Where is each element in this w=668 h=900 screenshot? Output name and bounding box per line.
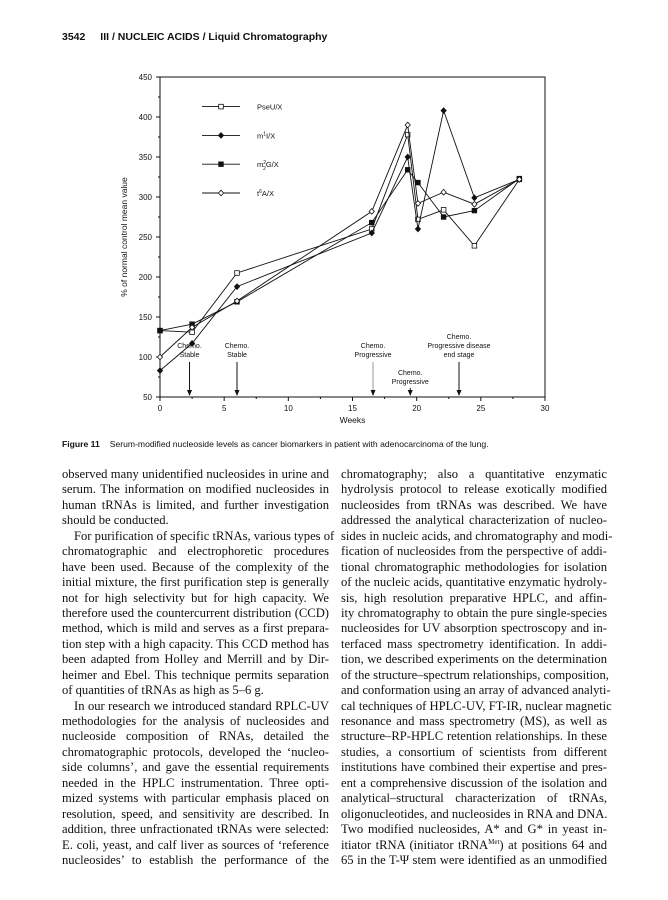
text-line	[62, 498, 329, 513]
y-axis-label: % of normal control mean value	[119, 177, 129, 297]
legend-label-part: 2	[263, 166, 266, 173]
text-line	[62, 621, 329, 636]
text-line	[62, 606, 329, 621]
text-run: oligonucleotides, and nucleosides in RNA and DNA.	[341, 806, 608, 821]
text-run: needed in the HPLC instrumentation. Three opti-	[62, 775, 329, 790]
data-point	[472, 195, 477, 201]
text-run: resonance and mass spectrometry (MS), as well as	[341, 714, 607, 728]
y-tick-label: 450	[138, 73, 152, 82]
text-line	[341, 729, 607, 744]
y-tick-label: 400	[138, 113, 152, 122]
text-line	[62, 699, 329, 714]
text-line	[341, 853, 607, 868]
text-line	[62, 482, 329, 497]
legend-label	[257, 189, 274, 198]
y-tick-label: 100	[138, 353, 152, 362]
text-run: institutions have combined their expertise and pres-	[341, 760, 607, 775]
text-line	[62, 714, 329, 729]
text-line	[341, 544, 607, 559]
y-tick-label: 200	[138, 273, 152, 282]
legend-marker	[219, 104, 224, 109]
x-tick-label: 0	[157, 404, 163, 413]
text-run: chromatography; also a quantitative enzymatic	[341, 467, 607, 481]
legend-label-part: PseU/X	[257, 102, 283, 112]
arrow-down-icon	[187, 390, 192, 396]
text-line	[62, 745, 329, 760]
annotation-label: Stable	[179, 352, 200, 359]
text-line	[341, 698, 612, 714]
legend-label-part: 2	[263, 160, 267, 167]
text-line	[62, 637, 329, 652]
text-run: human tRNAs is limited, and further investigation	[62, 497, 329, 512]
data-point	[441, 108, 446, 114]
annotation-label: Chemo.	[446, 334, 472, 341]
y-tick-label: 150	[138, 313, 152, 322]
data-point	[369, 220, 374, 225]
data-point	[472, 208, 477, 213]
annotation-label: Chemo.	[360, 343, 386, 350]
annotation-label: Chemo.	[397, 370, 423, 377]
figure-caption	[62, 439, 489, 449]
text-run: of quantities of tRNAs as high as 5–6 g.	[62, 683, 264, 698]
text-run: ent a comprehensive discussion of the isolation and	[341, 775, 607, 790]
text-run: fication of nucleosides from the perspective of addi-	[341, 544, 607, 559]
text-line	[62, 791, 329, 806]
data-point	[441, 189, 446, 195]
running-header	[62, 31, 327, 43]
text-run: addressed the analytical characterization of nucleo-	[341, 513, 607, 528]
text-run: tional chromatographic methodologies for isolation	[341, 559, 607, 574]
arrow-down-icon	[235, 390, 240, 396]
legend-label-part: I/X	[266, 131, 276, 141]
x-tick-label: 10	[283, 404, 293, 413]
text-line	[62, 560, 329, 575]
data-point	[405, 154, 410, 160]
legend-label-part: t	[257, 189, 260, 198]
text-run: heimer and Ebel. This technique permits separation	[62, 667, 329, 682]
text-line	[62, 822, 329, 837]
text-line	[341, 575, 607, 590]
text-line	[341, 467, 607, 482]
text-run: nucleosides for UV absorption spectroscopy and in-	[341, 621, 607, 636]
legend-label-part: G/X	[265, 160, 279, 170]
text-run: studies, a consortium of scientists from different	[341, 744, 607, 759]
text-run: itiator tRNA (initiator tRNA	[341, 837, 489, 852]
legend-label-part: m	[257, 160, 264, 170]
text-line	[341, 776, 607, 791]
text-line	[62, 528, 335, 544]
text-line	[62, 729, 329, 744]
annotation-label: Progressive	[391, 379, 429, 386]
data-point	[369, 209, 374, 215]
series-line	[160, 170, 519, 331]
legend-label-part: 1	[263, 131, 267, 138]
series-line	[160, 111, 519, 371]
text-line	[341, 606, 607, 621]
text-line	[62, 513, 329, 528]
text-line	[62, 683, 329, 698]
legend-marker	[218, 190, 223, 196]
text-run: initial mixture, the first purification step is generally	[62, 575, 329, 590]
text-line	[341, 822, 607, 837]
text-line	[341, 482, 607, 497]
text-line	[62, 838, 329, 853]
text-line	[62, 776, 329, 791]
text-line	[62, 544, 329, 559]
text-line	[341, 652, 607, 667]
text-line	[62, 575, 329, 590]
text-line	[341, 637, 607, 652]
text-run: have been used. Because of the complexity of the	[62, 559, 329, 574]
text-run: structure–RP-HPLC retention relationships. In these	[341, 729, 607, 744]
text-line	[341, 838, 607, 853]
text-run: terfaced mass spectrometry identification. In addi-	[341, 636, 607, 651]
text-run: 65 in the T-Ψ stem were identified as an unmodified	[341, 852, 607, 867]
y-tick-label: 350	[138, 153, 152, 162]
annotation-label: Stable	[227, 352, 247, 359]
text-run: and conformation using an array of advanced analyti-	[341, 683, 611, 698]
text-run: Two modified nucleosides, A* and G* in yeast in-	[341, 822, 607, 837]
text-run: of the structure–spectrum relationships, composition,	[341, 667, 609, 682]
text-line	[341, 621, 607, 636]
data-point	[235, 271, 240, 276]
text-run: methodologies for the analysis of nucleosides and	[62, 714, 329, 728]
text-run: observed many unidentified nucleosides in urine and	[62, 467, 329, 481]
legend-label-part: A/X	[261, 189, 274, 198]
annotation-label: end stage	[443, 352, 475, 359]
text-run: In our research we introduced standard RPLC-UV	[74, 698, 329, 713]
text-line	[341, 760, 607, 775]
text-line	[341, 498, 607, 513]
text-run: mized systems with particular emphasis placed on	[62, 791, 329, 806]
text-run: therefore used the countercurrent distribution (CCD)	[62, 605, 329, 620]
figure-label: Figure 11	[62, 439, 100, 449]
text-run: should be conducted.	[62, 513, 169, 528]
x-axis-label: Weeks	[339, 415, 366, 425]
legend-label	[257, 103, 282, 112]
text-run: analytical–structural characterization of tRNAs,	[341, 791, 607, 806]
data-point	[405, 168, 410, 173]
annotation-label: Chemo.	[177, 343, 202, 350]
body-column-left	[62, 467, 335, 868]
text-line	[62, 760, 329, 775]
line-chart	[100, 65, 560, 440]
data-point	[472, 244, 477, 249]
figure-caption-text: Serum-modified nucleoside levels as cancer biomarkers in patient with adenocarcinoma of the lung.	[109, 439, 489, 449]
running-title: III / NUCLEIC ACIDS / Liquid Chromatography	[100, 31, 328, 43]
text-run: cal techniques of HPLC-UV, FT-IR, nuclear magnetic	[341, 698, 612, 713]
legend-label	[257, 160, 279, 172]
text-run: nucleoside composition of RNAs, detailed the	[62, 729, 329, 744]
legend-label-part: m	[257, 131, 264, 141]
text-run: hydrolysis protocol to release exotically modified	[341, 482, 607, 497]
text-line	[341, 560, 607, 575]
superscript: Met	[488, 837, 500, 846]
text-line	[341, 745, 607, 760]
annotation-label: Progressive disease	[427, 343, 491, 350]
text-line	[341, 591, 607, 606]
body-column-right	[341, 467, 613, 868]
x-tick-label: 25	[476, 404, 486, 413]
x-tick-label: 5	[221, 404, 227, 413]
text-line	[341, 683, 611, 698]
page-number: 3542	[62, 31, 86, 43]
annotation-label: Chemo.	[224, 343, 250, 350]
text-run: tion step with a high capacity. This CCD method has	[62, 636, 329, 651]
text-run: not for high selectivity but for high capacity. We	[62, 590, 329, 605]
text-run: For purification of specific tRNAs, various types of	[74, 528, 335, 543]
annotation-label: Progressive	[354, 352, 392, 359]
text-run: serum. The information on modified nucleosides in	[62, 482, 329, 497]
text-run: resolution, speed, and sensitivity are described. In	[62, 806, 329, 821]
text-run: method, which is mild and serves as a first prepara-	[62, 621, 329, 636]
text-run: tion, we described experiments on the determination	[341, 652, 607, 667]
legend-marker	[219, 162, 224, 167]
data-point	[472, 201, 477, 207]
text-run: nucleosides from tRNAs was described. We have	[341, 497, 607, 512]
text-run: sides in nucleic acids, and chromatography and modi-	[341, 528, 613, 543]
text-line	[341, 528, 613, 544]
data-point	[405, 122, 410, 128]
data-point	[415, 226, 420, 232]
text-line	[341, 513, 607, 528]
text-line	[62, 853, 329, 868]
text-run: ity chromatography to obtain the pure single-species	[341, 605, 607, 620]
text-line	[62, 467, 329, 482]
text-run: nucleosides’ to establish the performance of the	[62, 852, 329, 867]
legend-marker	[218, 133, 223, 139]
text-run: ) at positions 64 and	[499, 837, 607, 852]
data-point	[158, 328, 163, 333]
text-line	[62, 807, 329, 822]
data-point	[441, 208, 446, 213]
x-tick-label: 15	[348, 404, 357, 413]
legend-label-part: 6	[259, 189, 262, 195]
text-run: chromatographic and electrophoretic procedures	[62, 544, 329, 559]
text-run: addition, three unfractionated tRNAs were selected:	[62, 822, 329, 837]
text-line	[62, 668, 329, 683]
y-tick-label: 250	[138, 233, 152, 242]
text-run: side columns’, and gave the essential requirements	[62, 760, 329, 775]
y-tick-label: 50	[143, 393, 152, 402]
arrow-down-icon	[408, 390, 413, 396]
legend-label	[257, 131, 275, 140]
text-line	[341, 807, 607, 822]
text-line	[341, 714, 607, 729]
arrow-down-icon	[457, 390, 462, 396]
text-run: sis, high resolution preparative HPLC, and affin-	[341, 590, 607, 605]
arrow-down-icon	[371, 390, 376, 396]
x-tick-label: 20	[412, 404, 422, 413]
x-tick-label: 30	[540, 404, 550, 413]
text-line	[62, 591, 329, 606]
text-line	[341, 668, 607, 683]
text-run: chromatographic protocols, developed the ‘nucleo-	[62, 744, 329, 759]
text-run: E. coli, yeast, and calf liver as sources of ‘reference	[62, 837, 329, 852]
data-point	[416, 180, 421, 185]
y-tick-label: 300	[138, 193, 152, 202]
text-run: been adapted from Holley and Merrill and by Dir-	[62, 652, 329, 667]
text-line	[62, 652, 329, 667]
data-point	[441, 215, 446, 220]
text-line	[341, 791, 607, 806]
text-run: of the nucleic acids, quantitative enzymatic hydroly-	[341, 575, 607, 590]
